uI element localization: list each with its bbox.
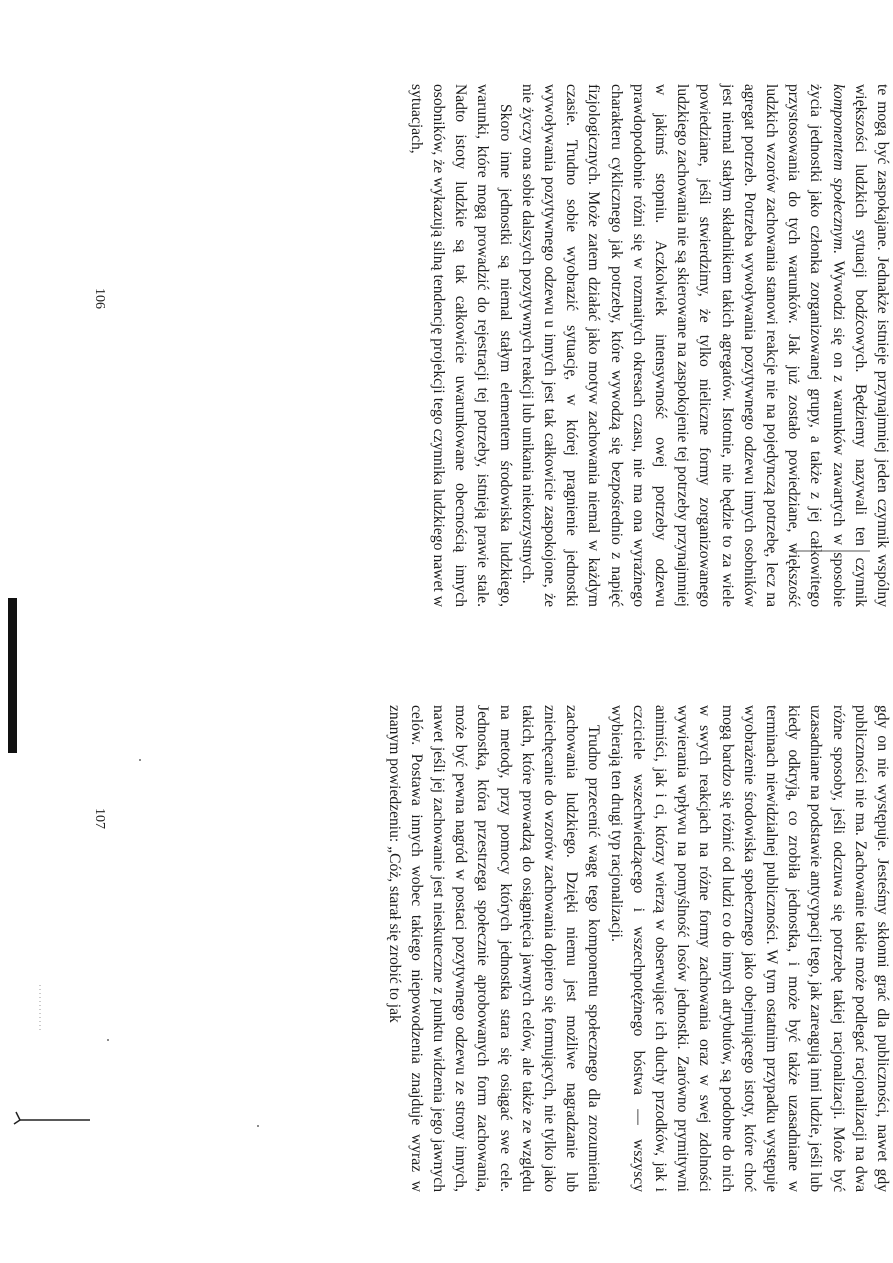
left-paragraph-1 — [516, 84, 893, 607]
left-page-text — [405, 84, 893, 607]
page-number-right: 107 — [92, 808, 107, 829]
page-number-left: 106 — [92, 288, 107, 309]
left-paragraph-1-italic-term: komponentem społecznym — [829, 84, 847, 250]
left-paragraph-1-start: te mogą być zaspokajane. Jednakże istnieje przynajmniej jeden czynnik wspólny większości ludzkich sytuacji bodźcowych. Będziemy nazywali ten czynnik — [851, 84, 891, 607]
left-paragraph-1-rest: . Wywodzi się on z warunków zawartych w sposobie życia jednostki jako członka zorganizowanej grupy, a także z jej całkowitego przystosowania do tych warunków. Jak już zostało powiedziane, większość ludzkich wzorów zachowania stanowi reakcje nie na pojedynczą potrzebę, lecz na agregat potrzeb. Potrzeba wywoływania pozytywnego odzewu innych osobników jest niemal stałym składnikiem takich agregatów. Istotnie, nie będzie to za wiele powiedziane, jeśli stwierdzimy, że tylko nieliczne formy zorganizowanego ludzkiego zachowania nie są skierowane na zaspokojenie tej potrzeby przynajmniej w jakimś stopniu. Aczkolwiek intensywność owej potrzeby odzewu prawdopodobnie różni się w rozmaitych okresach czasu, nie ma ona wyraźnego charakteru cyklicznego jak potrzeby, które wywodzą się bezpośrednio z napięć fizjologicznych. Może zatem działać jako motyw zachowania niemal w każdym czasie. Trudno sobie wyobrazić sytuację, w której pragnienie jednostki wywoływania pozytywnego odzewu u innych jest tak całkowicie zaspokojone, że nie życzy ona sobie dalszych pozytywnych reakcji lub unikania niekorzystnych. — [518, 84, 847, 607]
left-paragraph-2: Skoro inne jednostki są niemal stałym elementem środowiska ludzkiego, warunki, które mogą prowadzić do rejestracji tej potrzeby, istnieją prawie stale. Nadto istoty ludzkie są tak całkowicie uwarunkowane obecnością innych osobników, że wykazują silną tendencję projekcji tego czynnika ludzkiego nawet w sytuacjach, — [407, 84, 514, 607]
right-page-text — [382, 705, 893, 1192]
right-paragraph-1: gdy on nie występuje. Jesteśmy skłonni grać dla publiczności, nawet gdy publiczności nie ma. Zachowanie takie może podlegać racjonalizacji na dwa różne sposoby, jeśli odczuwa się potrzebę takiej racjonalizacji. Może być uzasadniane na podstawie antycypacji tego, jak zareagują inni ludzie, jeśli lub kiedy odkryją, co zrobiła jednostka, i może być także uzasadniane w terminach niewidzialnej publiczności. W tym ostatnim przypadku występuje wyobrażenie środowiska społecznego jako obejmującego istoty, które choć mogą bardzo się różnić od ludzi co do innych atrybutów, są podobne do nich w swych reakcjach na różne formy zachowania oraz w swej zdolności wywierania wpływu na pomyślność losów jednostki. Zarówno prymitywni animiści, jak i ci, którzy wierzą w obserwujące ich duchy przodków, jak i czciciele wszechwiedzącego i wszechpotężnego bóstwa — wszyscy wybierają ten drugi typ racjonalizacji. — [607, 705, 891, 1192]
right-paragraph-2: Trudno przecenić wagę tego komponentu społecznego dla zrozumienia zachowania ludzkiego. Dzięki niemu jest możliwe nagradzanie lub zniechęcanie do wzorów zachowania dopiero się formujących, nie tylko jako takich, które prowadzą do osiągnięcia jawnych celów, ale także ze względu na metody, przy pomocy których jednostka stara się osiągać swe cele. Jednostka, która przestrzega społecznie aprobowanych form zachowania, może być pewna nagród w postaci pozytywnego odzewu ze strony innych, nawet jeśli jej zachowanie jest nieskuteczne z punktu widzenia jego jawnych celów. Postawa innych wobec takiego niepowodzenia znajduje wyraz w znanym powiedzeniu: „Cóż, starał się zrobić to jak — [385, 705, 603, 1192]
